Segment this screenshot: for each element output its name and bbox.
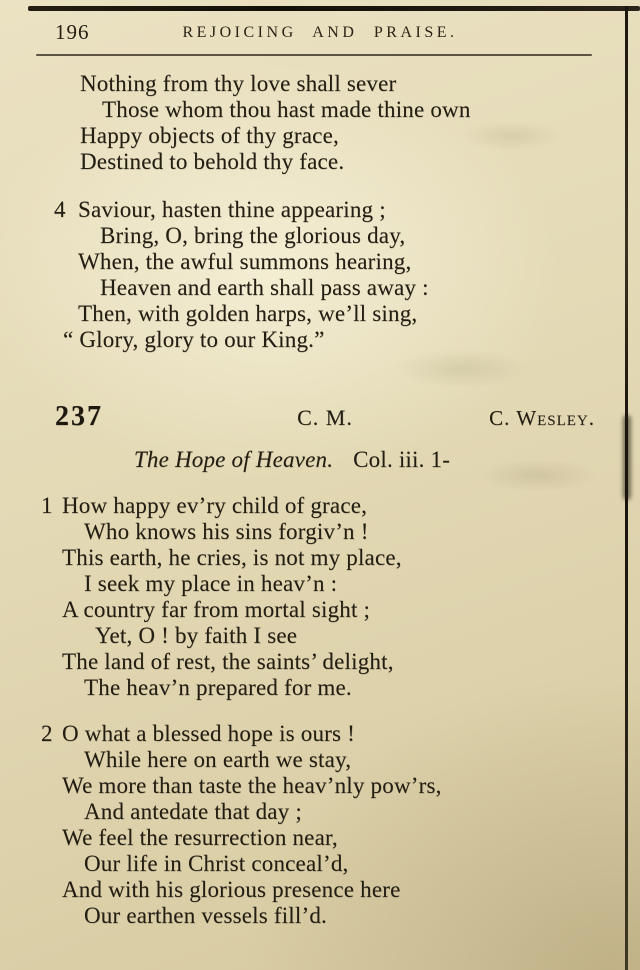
verse-line: Our life in Christ conceal’d, [84, 851, 349, 876]
verse-line: Heaven and earth shall pass away : [100, 275, 429, 300]
verse-line: Happy objects of thy grace, [80, 123, 339, 148]
hymn-237-verse-1 [41, 493, 640, 701]
verse-line: The heav’n prepared for me. [84, 675, 352, 700]
verse-line: Who knows his sins forgiv’n ! [84, 519, 369, 544]
verse-line: And with his glorious presence here [62, 877, 401, 902]
verse-line: This earth, he cries, is not my place, [62, 545, 402, 570]
verse-line: While here on earth we stay, [84, 747, 352, 772]
verse-line: O what a blessed hope is ours ! [62, 721, 356, 746]
running-title: REJOICING AND PRAISE. [182, 24, 458, 41]
verse-number: 1 [41, 493, 53, 518]
verse-line: When, the awful summons hearing, [78, 249, 412, 274]
verse-line: Then, with golden harps, we’ll sing, [78, 301, 418, 326]
hymn-title: The Hope of Heaven. [133, 447, 334, 472]
verse-line: Those whom thou hast made thine own [102, 97, 471, 122]
page-header [0, 0, 640, 50]
verse-line: The land of rest, the saints’ delight, [62, 649, 394, 674]
hymn-author: C. Wesley. [489, 406, 595, 430]
hymn-number: 237 [55, 401, 103, 432]
verse-line: How happy ev’ry child of grace, [62, 493, 368, 518]
hymn-subtitle [0, 447, 612, 473]
verse-line: We more than taste the heav’nly pow’rs, [62, 773, 442, 798]
verse-line: Yet, O ! by faith I see [95, 623, 298, 648]
verse-number: 4 [54, 197, 66, 222]
page-body [0, 71, 640, 929]
page-edge-smudge [623, 415, 631, 500]
hymn-237-verse-2 [41, 721, 640, 929]
verse-line: Destined to behold thy face. [80, 149, 345, 174]
verse-line: I seek my place in heav’n : [84, 571, 338, 596]
verse-number: 2 [41, 721, 53, 746]
verse-line: A country far from mortal sight ; [62, 597, 371, 622]
hymn-meter: C. M. [297, 405, 353, 430]
verse-line: Our earthen vessels fill’d. [84, 903, 327, 928]
hymn-heading [55, 401, 595, 433]
previous-hymn-continuation-verse [80, 71, 640, 175]
scripture-reference: Col. iii. 1- [353, 447, 451, 472]
verse-line: Nothing from thy love shall sever [80, 71, 397, 96]
previous-hymn-verse-4 [54, 197, 640, 353]
verse-line: “ Glory, glory to our King.” [63, 327, 325, 352]
verse-line: We feel the resurrection near, [62, 825, 338, 850]
page-number: 196 [55, 20, 90, 44]
header-rule [36, 54, 592, 56]
verse-line: Saviour, hasten thine appearing ; [78, 197, 386, 222]
verse-line: And antedate that day ; [84, 799, 302, 824]
verse-line: Bring, O, bring the glorious day, [100, 223, 406, 248]
